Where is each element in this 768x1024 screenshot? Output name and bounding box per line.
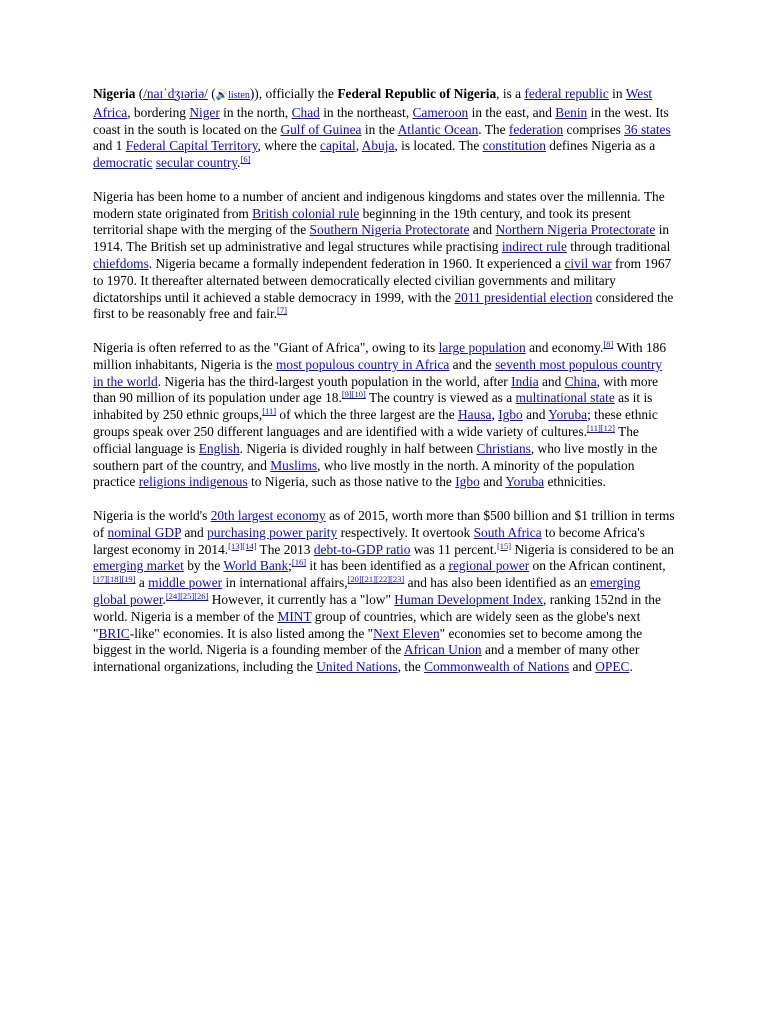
link-hausa[interactable]: Hausa (458, 407, 492, 423)
text-run: and has also been identified as an (404, 575, 591, 591)
text-run: . (629, 659, 633, 675)
text-run: . Nigeria has the third-largest youth population in the world, after (157, 373, 512, 389)
text-run: Nigeria has been home to a number of ancient and indigenous kingdoms and states over the millennia. The modern state originated from (93, 188, 665, 221)
text-run: in the northeast, (319, 104, 413, 120)
text-run: as it is inhabited by 250 ethnic groups, (93, 390, 653, 423)
link-listen[interactable]: listen (228, 90, 250, 101)
citation-link[interactable]: [9][10] (341, 389, 366, 400)
link-chad[interactable]: Chad (291, 104, 320, 120)
text-run: in 1914. The British set up administrative and legal structures while practising (93, 222, 670, 255)
text-run: a (135, 575, 149, 591)
link-india[interactable]: India (511, 373, 539, 389)
text-run: in the east, and (468, 104, 556, 120)
article-body (93, 86, 675, 693)
text-run: and (569, 659, 596, 675)
link-british-colonial-rule[interactable]: British colonial rule (252, 205, 360, 221)
text-run: ; (288, 558, 292, 574)
citation-link[interactable]: [15] (496, 540, 512, 551)
text-run: . Nigeria became a formally independent federation in 1960. It experienced a (148, 255, 565, 271)
link-yoruba[interactable]: Yoruba (505, 474, 545, 490)
text-run: it has been identified as a (306, 558, 449, 574)
text-run: group of countries, which are widely seen as the globe's next " (93, 608, 641, 641)
link-christians[interactable]: Christians (476, 440, 531, 456)
text-run: and 1 (93, 138, 126, 154)
text-run: and (181, 524, 208, 540)
text-run: ( (207, 86, 216, 101)
text-run: . The (478, 121, 509, 137)
link-niger[interactable]: Niger (189, 104, 220, 120)
link-world-bank[interactable]: World Bank (223, 558, 289, 574)
link-purchasing-power-parity[interactable]: purchasing power parity (207, 524, 338, 540)
link-federation[interactable]: federation (508, 121, 564, 137)
text-run: , who live mostly in the north. A minority of the population practice (93, 457, 635, 490)
text-run: , with more than 90 million of its population under age 18. (93, 373, 659, 406)
link-human-development-index[interactable]: Human Development Index (394, 591, 544, 607)
link-secular-country[interactable]: secular country (155, 155, 238, 171)
text-run: from 1967 to 1970. It thereafter alternated between democratically elected civilian governments and military dictatorships until it achieved a stable democracy in 1999, with the (93, 255, 672, 305)
text-run: . (162, 591, 166, 607)
link-english[interactable]: English (198, 440, 240, 456)
text-run: , (491, 407, 499, 423)
link-democratic[interactable]: democratic (93, 155, 153, 171)
link-china[interactable]: China (564, 373, 597, 389)
text-run: comprises (563, 121, 625, 137)
text-run: defines Nigeria as a (545, 138, 656, 154)
link-benin[interactable]: Benin (555, 104, 588, 120)
text-run: and economy. (525, 339, 604, 355)
text-run: , bordering (127, 104, 190, 120)
link-multinational-state[interactable]: multinational state (515, 390, 615, 406)
text-run: , the (397, 659, 425, 675)
citation-link[interactable]: [24][25][26] (165, 590, 209, 601)
link-20th-largest-economy[interactable]: 20th largest economy (210, 507, 326, 523)
link-bric[interactable]: BRIC (98, 625, 130, 641)
text-run: considered the first to be reasonably free and fair. (93, 289, 674, 322)
text-run: and (469, 222, 496, 238)
text-run: , is a (496, 86, 525, 101)
text-run: in the west. Its coast in the south is located on the (93, 104, 669, 137)
paragraph-intro (93, 86, 675, 172)
link-atlantic-ocean[interactable]: Atlantic Ocean (397, 121, 479, 137)
text-run: . Nigeria is divided roughly in half between (239, 440, 477, 456)
text-run: in the (361, 121, 398, 137)
text-run: and (538, 373, 565, 389)
link-36-states[interactable]: 36 states (624, 121, 671, 137)
link-federal-republic[interactable]: federal republic (524, 86, 609, 101)
speaker-icon[interactable]: 🔊 (215, 90, 229, 101)
link-mint[interactable]: MINT (277, 608, 312, 624)
text-run: The official language is (93, 423, 639, 456)
link-igbo[interactable]: Igbo (498, 407, 523, 423)
citation-link[interactable]: [16] (291, 557, 307, 568)
link-igbo[interactable]: Igbo (455, 474, 480, 490)
text-run: through traditional (566, 239, 671, 255)
link-2011-presidential-election[interactable]: 2011 presidential election (454, 289, 593, 305)
link-cameroon[interactable]: Cameroon (412, 104, 469, 120)
text-run: and the (449, 356, 496, 372)
paragraph-demographics (93, 340, 675, 491)
text-run: , who live mostly in the southern part of the country, and (93, 440, 658, 473)
link-african-union[interactable]: African Union (403, 642, 482, 658)
link-west-africa[interactable]: West Africa (93, 86, 653, 120)
text-run: , where the (257, 138, 321, 154)
link-regional-power[interactable]: regional power (448, 558, 530, 574)
text-run: )), officially the (249, 86, 338, 101)
text-run: " economies set to become among the biggest in the world. Nigeria is a founding member of the (93, 625, 643, 658)
link-southern-nigeria-protectorate[interactable]: Southern Nigeria Protectorate (309, 222, 470, 238)
text-run: Nigeria is often referred to as the "Giant of Africa", owing to its (93, 339, 439, 355)
text-run: The country is viewed as a (365, 390, 516, 406)
citation-link[interactable]: [11] (262, 406, 277, 417)
text-run: to become Africa's largest economy in 2014. (93, 524, 645, 557)
paragraph-economy (93, 508, 675, 676)
link-middle-power[interactable]: middle power (148, 575, 223, 591)
link-federal-capital-territory[interactable]: Federal Capital Territory (125, 138, 258, 154)
text-run: Nigeria is considered to be an (511, 541, 674, 557)
link-civil-war[interactable]: civil war (564, 255, 612, 271)
text-run: by the (183, 558, 224, 574)
link-capital[interactable]: capital (320, 138, 356, 154)
link-emerging-market[interactable]: emerging market (93, 558, 184, 574)
link-yoruba[interactable]: Yoruba (548, 407, 588, 423)
text-run: beginning in the 19th century, and took its present territorial shape with the merging of the (93, 205, 631, 238)
link-northern-nigeria-protectorate[interactable]: Northern Nigeria Protectorate (495, 222, 656, 238)
text-run: Nigeria is the world's (93, 507, 211, 523)
link-abuja[interactable]: Abuja (361, 138, 395, 154)
text-run: , (355, 138, 362, 154)
text-run: -like" economies. It is also listed among the " (129, 625, 374, 641)
link-gulf-of-guinea[interactable]: Gulf of Guinea (280, 121, 362, 137)
link-commonwealth-of-nations[interactable]: Commonwealth of Nations (424, 659, 570, 675)
link-religions-indigenous[interactable]: religions indigenous (138, 474, 248, 490)
text-run: ( (135, 86, 144, 101)
text-run: as of 2015, worth more than $500 billion and $1 trillion in terms of (93, 507, 675, 540)
link-constitution[interactable]: constitution (482, 138, 546, 154)
text-run: and (522, 407, 549, 423)
link-south-africa[interactable]: South Africa (473, 524, 542, 540)
text-run: ethnicities. (544, 474, 606, 490)
text-run: respectively. It overtook (337, 524, 474, 540)
text-run: However, it currently has a "low" (208, 591, 395, 607)
citation-link[interactable]: [20][21][22][23] (347, 574, 405, 585)
text-run: With 186 million inhabitants, Nigeria is the (93, 339, 667, 372)
link-large-population[interactable]: large population (438, 339, 526, 355)
text-run: in (608, 86, 626, 101)
citation-link[interactable]: [17][18][19] (93, 574, 136, 585)
citation-link[interactable]: [8] (603, 338, 614, 349)
link-na-d-ri[interactable]: /naɪˈdʒɪəriə/ (143, 86, 208, 101)
link-opec[interactable]: OPEC (595, 659, 630, 675)
paragraph-history (93, 189, 675, 323)
link-seventh-most-populous-country-in-the-world[interactable]: seventh most populous country in the world (93, 356, 663, 389)
bold-text: Federal Republic of Nigeria (337, 86, 497, 101)
link-debt-to-gdp-ratio[interactable]: debt-to-GDP ratio (313, 541, 411, 557)
link-muslims[interactable]: Muslims (270, 457, 318, 473)
bold-text: Nigeria (93, 86, 136, 101)
link-nominal-gdp[interactable]: nominal GDP (107, 524, 182, 540)
citation-link[interactable]: [7] (277, 305, 287, 316)
text-run: was 11 percent. (410, 541, 497, 557)
text-run: in the north, (219, 104, 292, 120)
text-run: and (479, 474, 506, 490)
text-run: and a member of many other international organizations, including the (93, 642, 640, 675)
link-emerging-global-power[interactable]: emerging global power (93, 575, 641, 607)
link-indirect-rule[interactable]: indirect rule (501, 239, 567, 255)
text-run: , is located. The (394, 138, 483, 154)
text-run: , ranking 152nd in the world. Nigeria is a member of the (93, 591, 661, 624)
link-next-eleven[interactable]: Next Eleven (373, 625, 440, 641)
text-run: of which the three largest are the (276, 407, 459, 423)
text-run: . (237, 155, 241, 171)
text-run: The 2013 (256, 541, 314, 557)
link-most-populous-country-in-africa[interactable]: most populous country in Africa (275, 356, 450, 372)
text-run: on the African continent, (529, 558, 666, 574)
text-run: in international affairs, (222, 575, 348, 591)
citation-link[interactable]: [11][12] (586, 422, 615, 433)
text-run: ; these ethnic groups speak over 250 different languages and are identified with a wide variety of cultures. (93, 407, 658, 439)
text-run: to Nigeria, such as those native to the (247, 474, 456, 490)
citation-link[interactable]: [13][14] (228, 540, 257, 551)
link-chiefdoms[interactable]: chiefdoms (93, 255, 149, 271)
citation-link[interactable]: [6] (240, 154, 251, 165)
link-united-nations[interactable]: United Nations (316, 659, 398, 675)
